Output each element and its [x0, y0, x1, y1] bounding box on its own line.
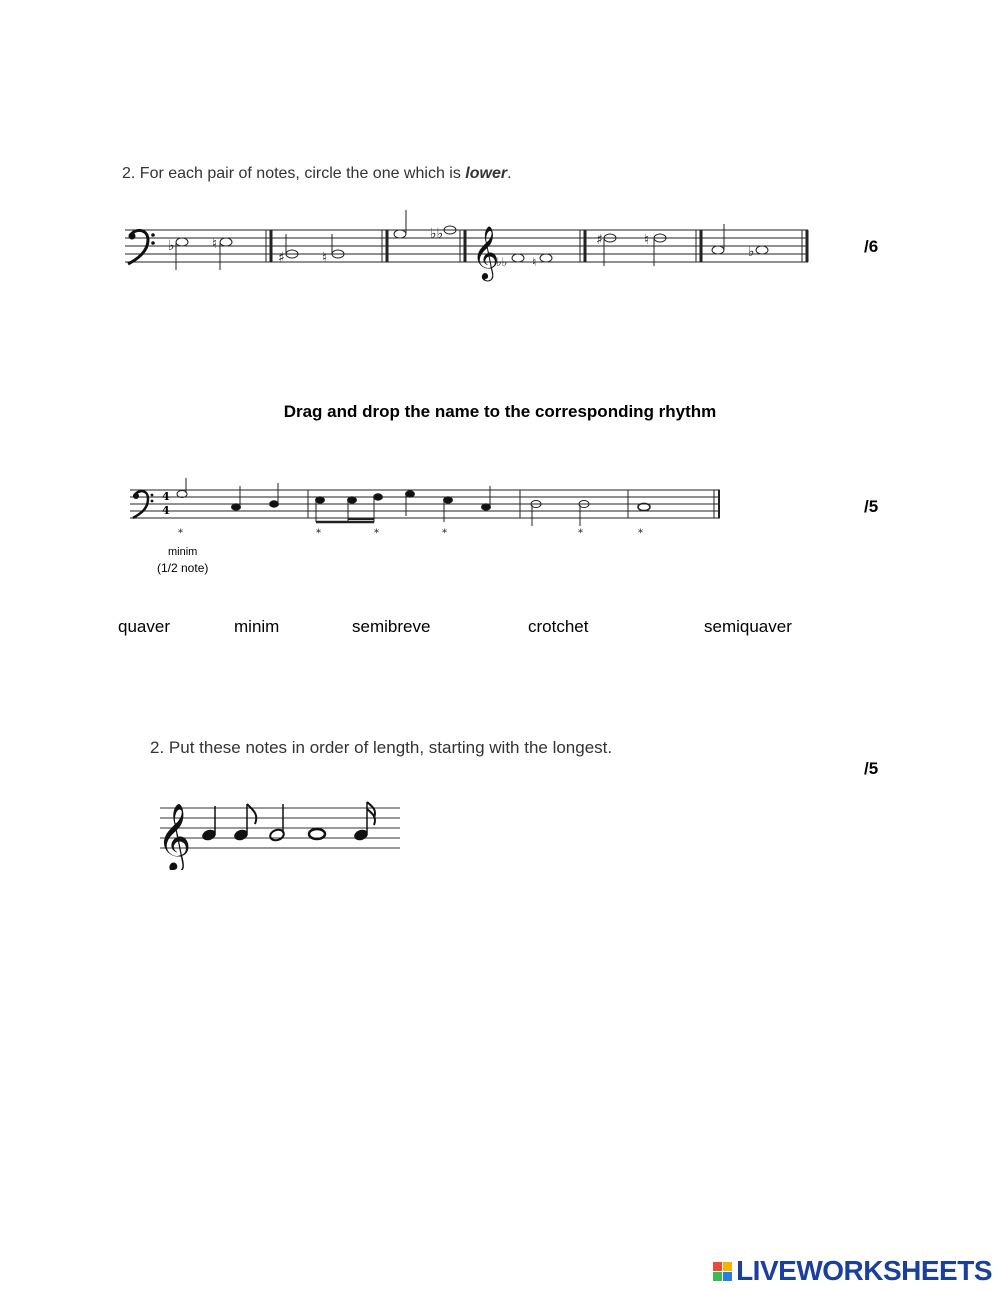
- note-pair-6[interactable]: [712, 224, 768, 260]
- svg-text:♭♭: ♭♭: [430, 226, 444, 242]
- svg-text:♮: ♮: [532, 255, 537, 269]
- word-minim[interactable]: minim: [234, 617, 280, 636]
- note-pair-3[interactable]: [394, 210, 456, 242]
- rhythm-notes: [177, 478, 279, 510]
- drag-drop-instructions: Drag and drop the name to the corresponding rhythm: [283, 402, 717, 421]
- question-3-title: 2. Put these notes in order of length, starting with the longest.: [150, 738, 613, 757]
- note-pair-1[interactable]: [168, 236, 232, 270]
- score-question-1: /6: [864, 237, 879, 256]
- note-quaver[interactable]: [233, 804, 257, 842]
- svg-text:♮: ♮: [644, 232, 650, 248]
- svg-text:*: *: [578, 528, 583, 539]
- note-pair-5[interactable]: [596, 232, 666, 266]
- time-signature-top: 4: [162, 490, 170, 503]
- liveworksheets-logo: [713, 1255, 992, 1287]
- staff-pairs-of-notes: [120, 210, 820, 285]
- word-semibreve[interactable]: semibreve: [352, 617, 431, 636]
- example-sub: (1/2 note): [157, 561, 209, 575]
- question-1-title-text: 2. For each pair of notes, circle the one which is: [122, 165, 466, 182]
- svg-text:♭: ♭: [168, 238, 175, 254]
- question-1-title-period: .: [507, 165, 512, 182]
- word-crotchet[interactable]: crotchet: [528, 617, 589, 636]
- svg-text:♮: ♮: [322, 250, 328, 266]
- svg-text:*: *: [316, 528, 321, 539]
- svg-text:*: *: [442, 528, 447, 539]
- answer-markers: [178, 528, 643, 539]
- svg-text:♭: ♭: [748, 244, 755, 260]
- word-semiquaver[interactable]: semiquaver: [704, 617, 792, 636]
- treble-clef-icon: 𝄞: [472, 225, 500, 279]
- note-minim[interactable]: [269, 804, 286, 842]
- svg-text:♯: ♯: [596, 232, 603, 248]
- logo-text: LIVEWORKSHEETS: [736, 1255, 992, 1286]
- note-pair-2[interactable]: [278, 234, 344, 266]
- svg-text:♮: ♮: [212, 236, 218, 252]
- bass-clef-icon: [128, 230, 155, 264]
- example-label: minim: [168, 546, 198, 558]
- score-question-2: /5: [864, 497, 879, 516]
- note-crotchet[interactable]: [201, 806, 218, 842]
- time-signature-bottom: 4: [162, 504, 170, 517]
- staff-rhythm: [130, 478, 730, 548]
- question-1-title: [122, 165, 512, 183]
- word-quaver[interactable]: quaver: [118, 617, 170, 636]
- score-question-3: /5: [864, 759, 879, 778]
- svg-text:*: *: [638, 528, 643, 539]
- bass-clef-icon: [133, 491, 153, 518]
- treble-clef-icon: 𝄞: [157, 802, 192, 870]
- svg-text:*: *: [374, 528, 379, 539]
- svg-text:♭♭: ♭♭: [496, 255, 508, 269]
- question-1-emphasis: lower: [465, 165, 508, 182]
- svg-text:♯: ♯: [278, 250, 285, 266]
- logo-blocks-icon: [713, 1262, 732, 1281]
- svg-text:*: *: [178, 528, 183, 539]
- staff-note-lengths: [155, 788, 405, 870]
